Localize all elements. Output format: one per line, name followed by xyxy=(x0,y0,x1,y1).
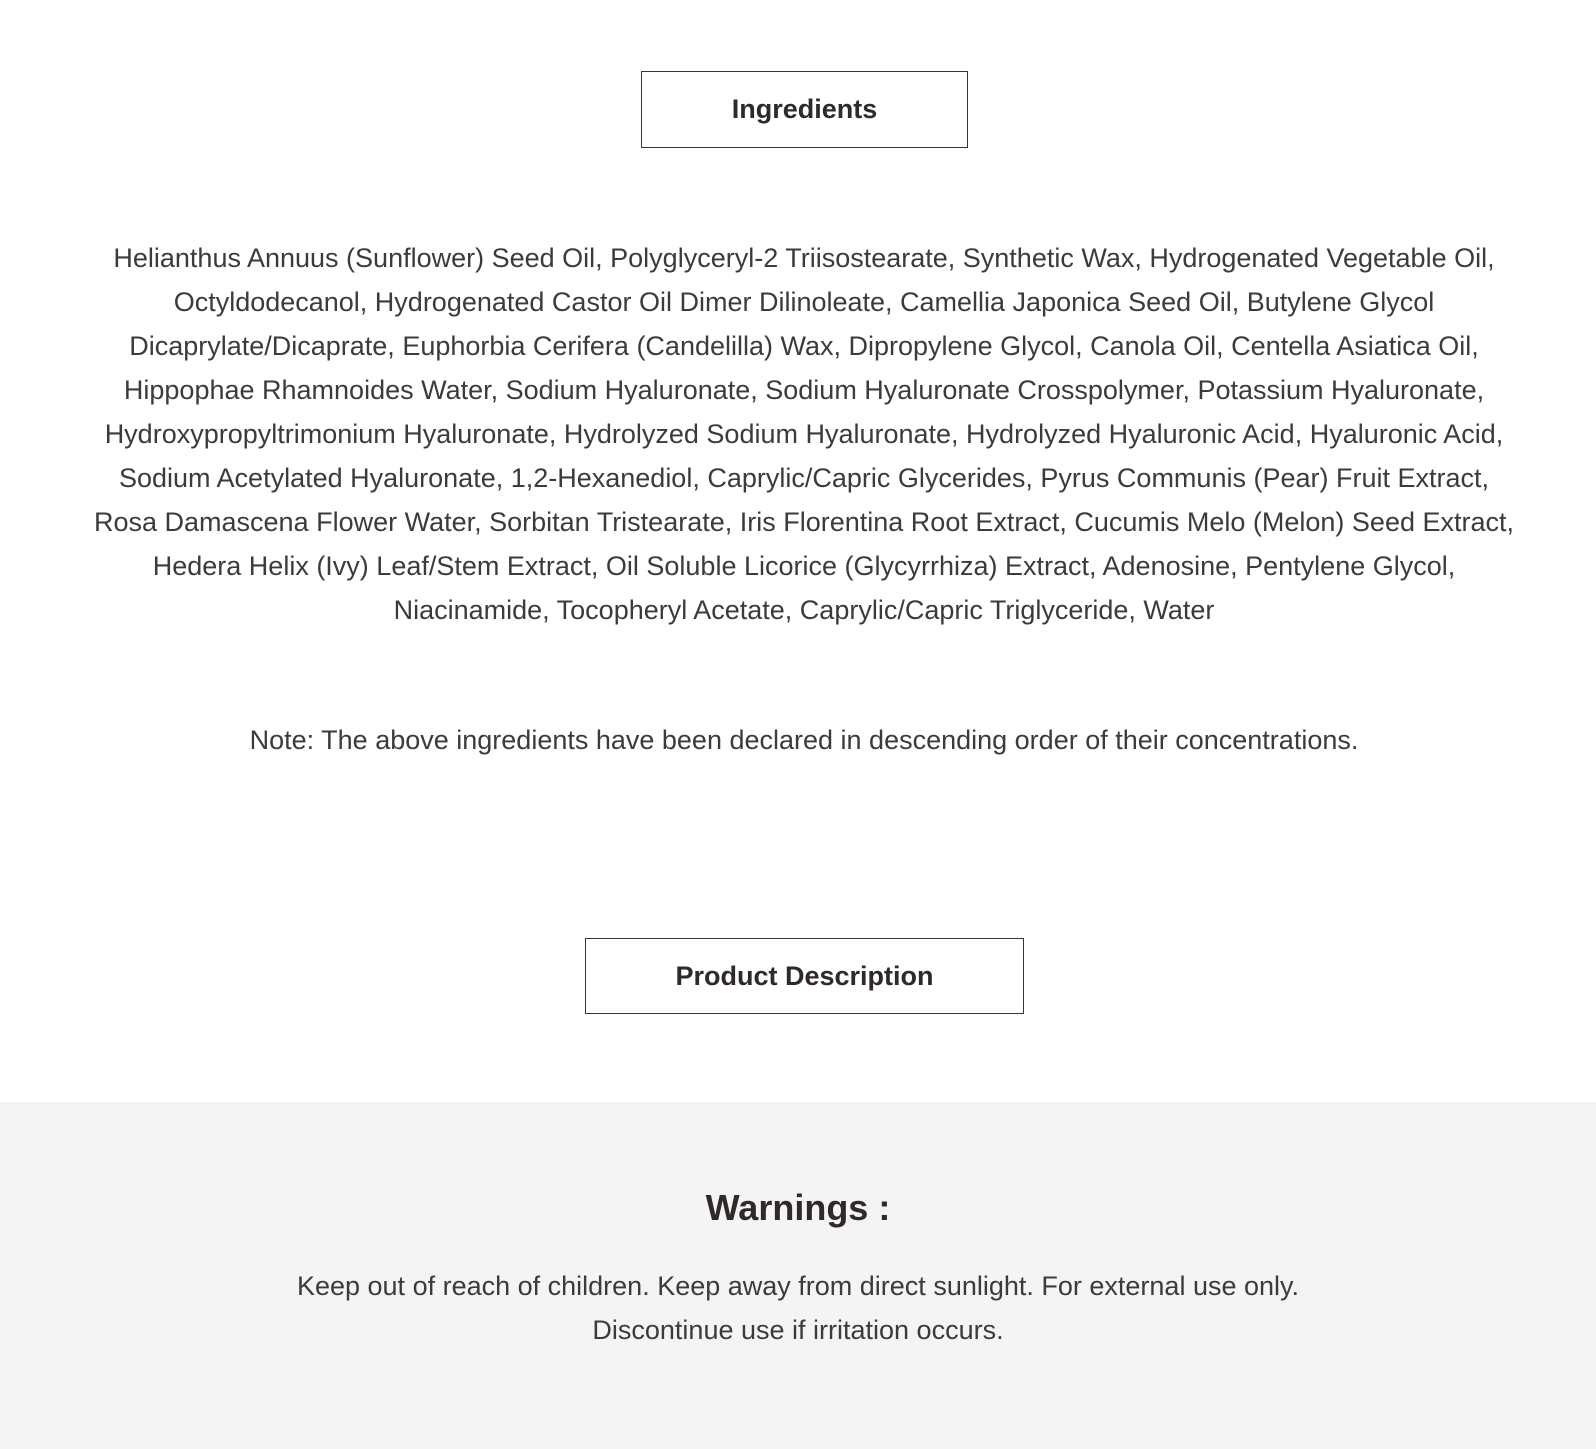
warnings-text xyxy=(200,1264,1396,1352)
ingredients-note: Note: The above ingredients have been declared in descending order of their concentrations. xyxy=(249,725,1359,755)
warnings-line-1: Keep out of reach of children. Keep away from direct sunlight. For external use only. xyxy=(296,1271,1300,1301)
warnings-title: Warnings : xyxy=(705,1187,891,1228)
ingredients-button[interactable]: Ingredients xyxy=(641,71,968,148)
product-description-button[interactable]: Product Description xyxy=(585,938,1024,1014)
warnings-panel xyxy=(0,1102,1596,1449)
warnings-line-2: Discontinue use if irritation occurs. xyxy=(592,1315,1004,1345)
ingredients-list: Helianthus Annuus (Sunflower) Seed Oil, Polyglyceryl-2 Triisostearate, Synthetic Wax, Hydrogenated Vegetable Oil, Octyldodecanol, Hydrogenated Castor Oil Dimer Dilinoleate, Camellia Japonica Seed Oil, Butylene Glycol Dicaprylate/Dicaprate, Euphorbia Cerifera (Candelilla) Wax, Dipropylene Glycol, Canola Oil, Centella Asiatica Oil, Hippophae Rhamnoides Water, Sodium Hyaluronate, Sodium Hyaluronate Crosspolymer, Potassium Hyaluronate, Hydroxypropyltrimonium Hyaluronate, Hydrolyzed Sodium Hyaluronate, Hydrolyzed Hyaluronic Acid, Hyaluronic Acid, Sodium Acetylated Hyaluronate, 1,2-Hexanediol, Caprylic/Capric Glycerides, Pyrus Communis (Pear) Fruit Extract, Rosa Damascena Flower Water, Sorbitan Tristearate, Iris Florentina Root Extract, Cucumis Melo (Melon) Seed Extract, Hedera Helix (Ivy) Leaf/Stem Extract, Oil Soluble Licorice (Glycyrrhiza) Extract, Adenosine, Pentylene Glycol, Niacinamide, Tocopheryl Acetate, Caprylic/Capric Triglyceride, Water xyxy=(93,243,1515,625)
